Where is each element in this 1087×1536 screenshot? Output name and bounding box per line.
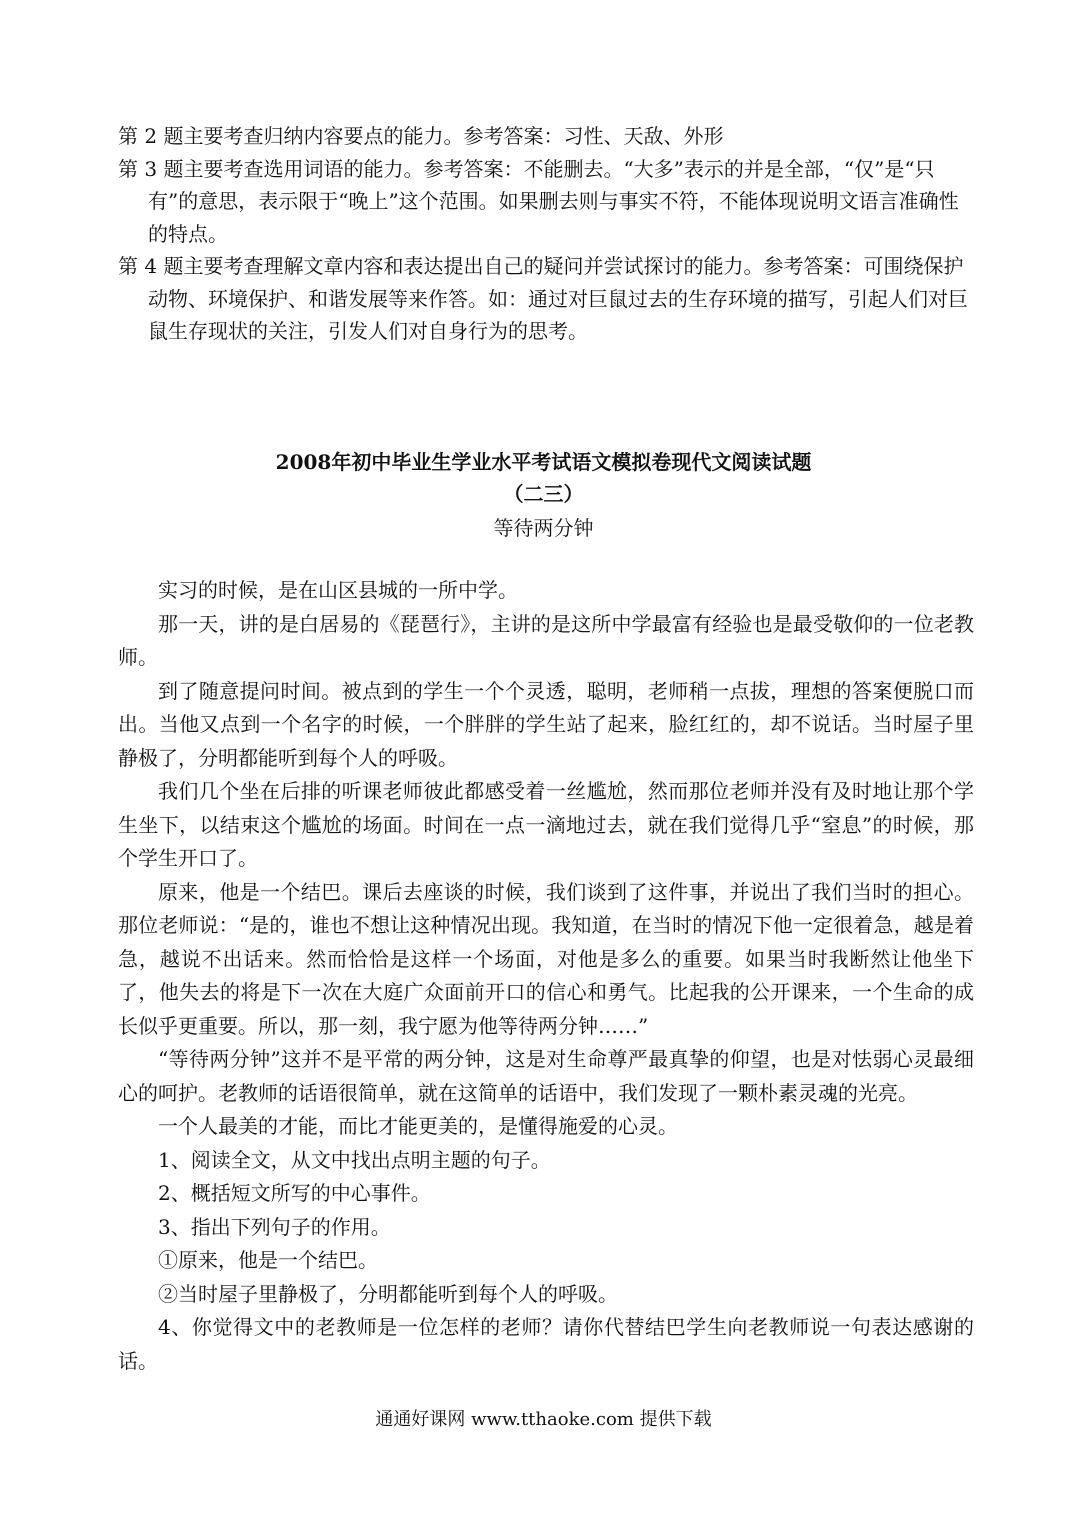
paragraph: 一个人最美的才能，而比才能更美的，是懂得施爱的心灵。	[158, 1114, 678, 1138]
answer-q2: 第 2 题主要考查归纳内容要点的能力。参考答案：习性、天敌、外形	[118, 124, 724, 148]
question-1: 1、阅读全文，从文中找出点明主题的句子。	[158, 1147, 551, 1172]
paragraph: 原来，他是一个结巴。课后去座谈的时候，我们谈到了这件事，并说出了我们当时的担心。那位老师说：“是的，谁也不想让这种情况出现。我知道，在当时的情况下他一定很着急，越是着急，越说不出话来。然而恰恰是这样一个场面，对他是多么的重要。如果当时我断然让他坐下了，他失去的将是下一次在大庭广众面前开口的信心和勇气。比起我的公开课来，一个生命的成长似乎更重要。所以，那一刻，我宁愿为他等待两分钟……”	[118, 879, 974, 1038]
paragraph: 那一天，讲的是白居易的《琵琶行》，主讲的是这所中学最富有经验也是最受敬仰的一位老教师。	[118, 611, 974, 669]
paragraph: “等待两分钟”这并不是平常的两分钟，这是对生命尊严最真挚的仰望，也是对怯弱心灵最细心的呵护。老教师的话语很简单，就在这简单的话语中，我们发现了一颗朴素灵魂的光亮。	[118, 1047, 974, 1105]
question-4: 4、你觉得文中的老教师是一位怎样的老师？请你代替结巴学生向老教师说一句表达感谢的话。	[118, 1315, 974, 1373]
title-block	[0, 446, 1087, 546]
question-3-item-1: ①原来，他是一个结巴。	[158, 1248, 378, 1272]
question-2: 2、概括短文所写的中心事件。	[158, 1181, 431, 1205]
paragraph: 到了随意提问时间。被点到的学生一个个灵透，聪明，老师稍一点拔，理想的答案便脱口而出。当他又点到一个名字的时候，一个胖胖的学生站了起来，脸红红的，却不说话。当时屋子里静极了，分明都能听到每个人的呼吸。	[118, 678, 974, 770]
paragraph: 我们几个坐在后排的听课老师彼此都感受着一丝尴尬，然而那位老师并没有及时地让那个学生坐下，以结束这个尴尬的场面。时间在一点一滴地过去，就在我们觉得几乎“窒息”的时候，那个学生开口了。	[118, 779, 974, 870]
essay-title: 等待两分钟	[493, 516, 594, 540]
answer-q3: 第 3 题主要考查选用词语的能力。参考答案：不能删去。“大多”表示的并是全部，“仅”是“只有”的意思，表示限于“晚上”这个范围。如果删去则与事实不符，不能体现说明文语言准确性的特点。	[118, 156, 959, 246]
essay-body	[118, 574, 974, 1378]
question-3: 3、指出下列句子的作用。	[158, 1214, 391, 1239]
exam-title: 2008年初中毕业生学业水平考试语文模拟卷现代文阅读试题	[275, 450, 812, 474]
answer-key	[118, 120, 978, 348]
exam-subtitle: （二三）	[503, 482, 584, 506]
page-footer: 通通好课网 www.tthaoke.com 提供下载	[375, 1409, 712, 1430]
question-3-item-2: ②当时屋子里静极了，分明都能听到每个人的呼吸。	[158, 1281, 618, 1306]
answer-q4: 第 4 题主要考查理解文章内容和表达提出自己的疑问并尝试探讨的能力。参考答案：可围绕保护动物、环境保护、和谐发展等来作答。如：通过对巨鼠过去的生存环境的描写，引起人们对巨鼠生存现状的关注，引发人们对自身行为的思考。	[118, 254, 968, 343]
paragraph: 实习的时候，是在山区县城的一所中学。	[158, 578, 518, 602]
